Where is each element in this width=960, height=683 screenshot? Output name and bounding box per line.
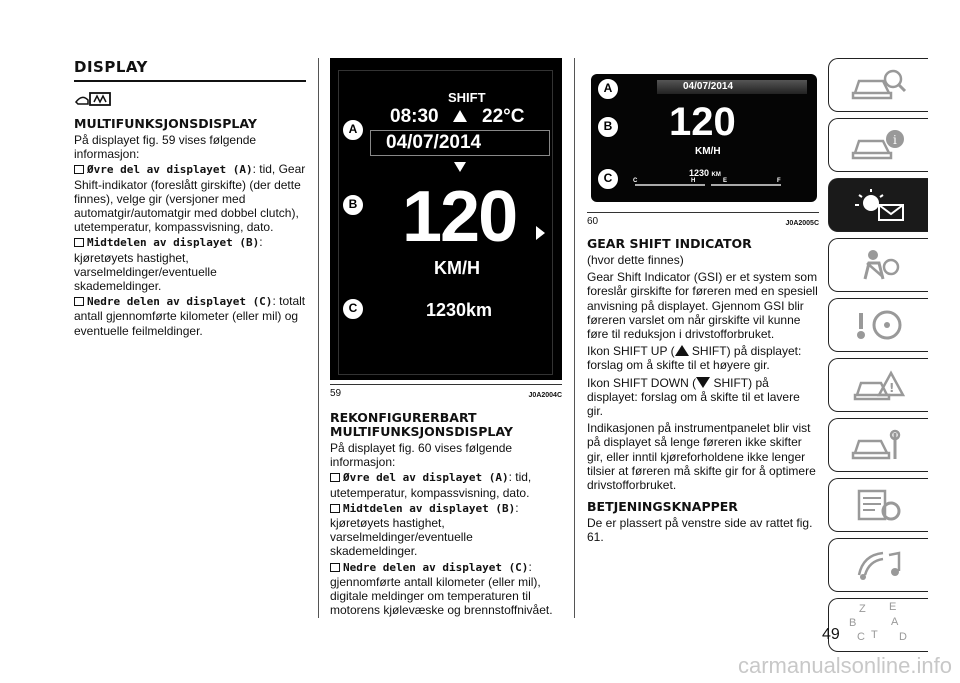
gauge-label-c: C — [633, 178, 638, 184]
list-item: Øvre del av displayet (A): tid, Gear Shift-indikator (foreslått girskifte) (der dette finnes), velge gir (versjoner med automatgir/automatgir med dobbel clutch), utetemperatur, kompassvisning, dato. — [74, 162, 306, 235]
figure-60-caption: 60 J0A2005C — [587, 212, 819, 227]
column-divider — [318, 58, 319, 618]
list-item: Øvre del av displayet (A): tid, utetemperatur, kompassvisning, dato. — [330, 470, 532, 500]
list-item: Midtdelen av displayet (B): kjøretøyets hastighet, varselmeldinger/eventuelle skademeldinger. — [74, 235, 263, 294]
callout-b: B — [597, 116, 619, 138]
column-divider — [574, 58, 575, 618]
tab-light-envelope-icon[interactable] — [828, 178, 928, 232]
column-1 — [74, 58, 306, 338]
intro-text: På displayet fig. 60 vises følgende informasjon: — [330, 441, 513, 470]
section-title-display: DISPLAY — [74, 58, 148, 76]
figure-59-caption: 59 J0A2004C — [330, 384, 562, 399]
paragraph: Indikasjonen på instrumentpanelet blir vist på displayet så lenge føreren ikke skifter gir, eller inntil kjøreforholdene ikke lenger tilsier at føreren må skifte gir for å optimere drivstofforbruket. — [587, 421, 816, 493]
callout-a: A — [597, 78, 619, 100]
page-number: 49 — [822, 626, 840, 643]
section-title-gsi: GEAR SHIFT INDICATOR — [587, 236, 752, 251]
speed-readout: 120 — [402, 177, 517, 257]
temp-gauge — [635, 184, 705, 186]
callout-c: C — [597, 168, 619, 190]
subsection-title: MULTIFUNKSJONSDISPLAY — [74, 116, 257, 131]
title-rule — [74, 80, 306, 82]
tab-car-search-icon[interactable] — [828, 58, 928, 112]
bullet-icon — [330, 504, 340, 513]
odometer-readout: 1230 KM — [689, 168, 721, 178]
arrow-right-icon — [536, 226, 545, 240]
gauge-label-h: H — [691, 178, 696, 184]
time-readout: 08:30 — [390, 106, 439, 127]
speed-unit: KM/H — [695, 146, 721, 157]
paragraph: De er plassert på venstre side av rattet fig. 61. — [587, 516, 813, 545]
fuel-gauge — [711, 184, 781, 186]
tab-radio-music-icon[interactable] — [828, 538, 928, 592]
bullet-icon — [74, 238, 84, 247]
tab-car-info-icon[interactable] — [828, 118, 928, 172]
column-3 — [587, 58, 819, 545]
bullet-icon — [74, 165, 84, 174]
intro-text: På displayet fig. 59 vises følgende informasjon: — [74, 133, 257, 162]
chapter-tabs — [828, 58, 928, 658]
figure-59 — [330, 58, 562, 380]
shift-up-icon — [675, 345, 689, 356]
date-readout: 04/07/2014 — [683, 81, 734, 92]
bullet-icon — [74, 297, 84, 306]
list-item: Midtdelen av displayet (B): kjøretøyets hastighet, varselmeldinger/eventuelle skademeldinger. — [330, 500, 519, 559]
section-title-reconfigurable: REKONFIGURERBART MULTIFUNKSJONSDISPLAY — [330, 410, 513, 439]
shift-down-icon — [454, 162, 466, 172]
shift-label: SHIFT — [448, 90, 486, 105]
tab-steering-wheel-icon[interactable] — [828, 298, 928, 352]
callout-a: A — [342, 119, 364, 141]
watermark: carmanualsonline.info — [737, 653, 952, 678]
list-item: Nedre delen av displayet (C): gjennomførte antall kilometer (eller mil), digitale meldinger om temperaturen til motorens kjølevæske og brennstoffnivået. — [330, 559, 553, 618]
bullet-icon — [330, 473, 340, 482]
paragraph: Ikon SHIFT UP ( SHIFT) på displayet: forslag om å skifte til et høyere gir. — [587, 344, 802, 373]
svg-text:i: i — [892, 133, 897, 147]
date-readout: 04/07/2014 — [386, 132, 482, 153]
paragraph: Ikon SHIFT DOWN ( SHIFT) på displayet: forslag om å skifte til et lavere gir. — [587, 375, 800, 419]
odometer-readout: 1230km — [426, 300, 493, 320]
speed-readout: 120 — [669, 100, 736, 144]
shift-down-icon — [696, 377, 710, 388]
section-title-controls: BETJENINGSKNAPPER — [587, 499, 738, 515]
paragraph: Gear Shift Indicator (GSI) er et system som foreslår girskifte for føreren med en spesiell anvisning på displayet. Gjennom GSI blir føreren varslet om når girskifte vil kunne føre til reduksjon i drivstofforbruket. — [587, 270, 818, 342]
column-2 — [330, 58, 562, 617]
paragraph: (hvor dette finnes) — [587, 253, 684, 267]
callout-b: B — [342, 194, 364, 216]
display-icon — [74, 90, 306, 113]
list-item: Nedre delen av displayet (C): totalt antall gjennomførte kilometer (eller mil) og eventuelle feilmeldinger. — [74, 294, 306, 338]
gauge-label-e: E — [723, 178, 728, 184]
bullet-icon — [330, 563, 340, 572]
gauge-label-f: F — [777, 178, 781, 184]
svg-text:!: ! — [888, 381, 894, 395]
temp-readout: 22°C — [482, 106, 525, 127]
shift-up-icon — [453, 110, 467, 122]
tab-seatbelt-person-icon[interactable] — [828, 238, 928, 292]
tab-index-letters-icon[interactable]: Z E B A C T D — [828, 598, 928, 652]
tab-car-wrench-icon[interactable] — [828, 418, 928, 472]
tab-warning-car-icon[interactable] — [828, 358, 928, 412]
speed-unit: KM/H — [434, 258, 480, 278]
figure-60 — [587, 58, 819, 208]
callout-c: C — [342, 298, 364, 320]
tab-checklist-gear-icon[interactable] — [828, 478, 928, 532]
